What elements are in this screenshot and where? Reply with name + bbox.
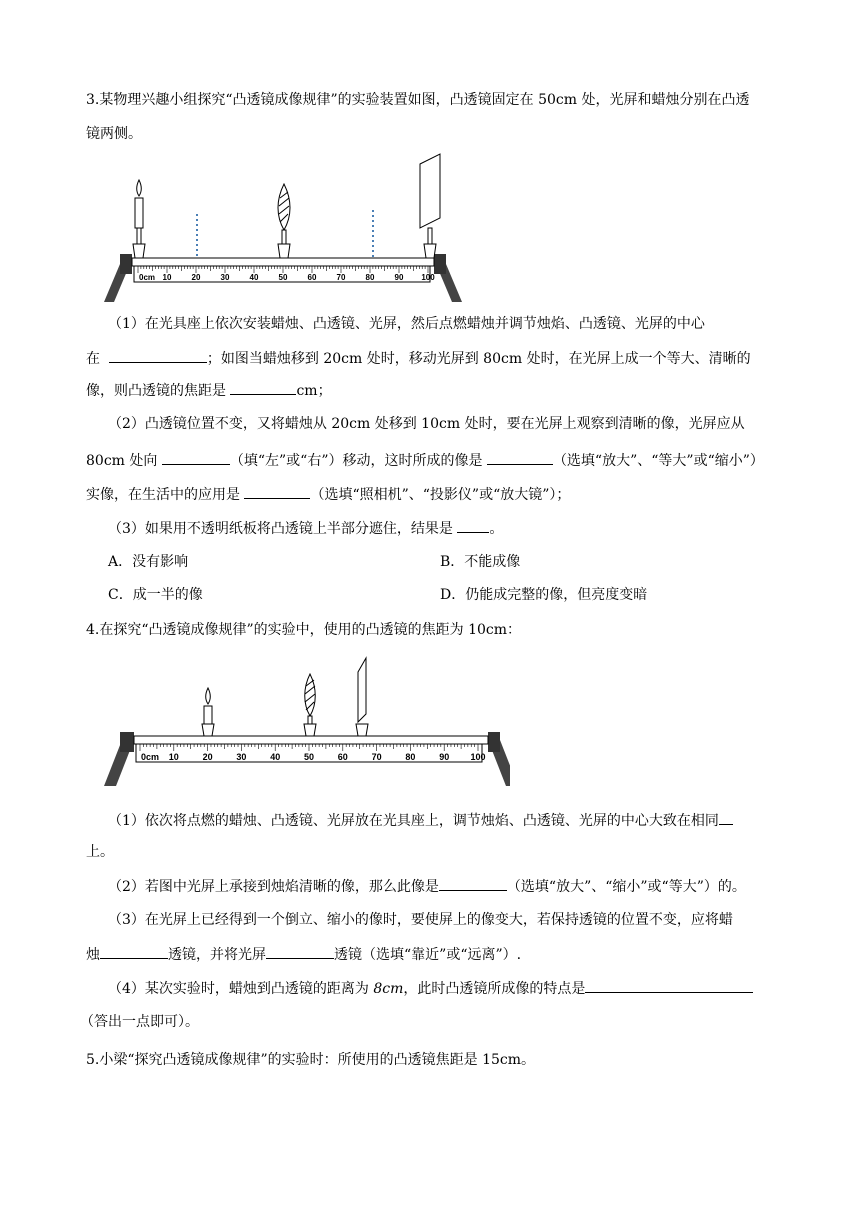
tick-label: 80 <box>405 752 416 762</box>
q3-part3-line1: （3）如果用不透明纸板将凸透镜上半部分遮住，结果是 。 <box>108 518 503 539</box>
q3-stem-line2: 镜两侧。 <box>86 126 142 142</box>
q3-option-c[interactable]: C．成一半的像 <box>108 587 203 603</box>
tick-label: 90 <box>439 752 450 762</box>
tick-label: 30 <box>220 273 230 282</box>
tick-label: 100 <box>470 752 486 762</box>
tick-label: 40 <box>249 273 259 282</box>
q3-part1-line3: 像，则凸透镜的焦距是 cm； <box>86 380 332 401</box>
tick-label: 90 <box>394 273 404 282</box>
tick-label: 50 <box>303 752 315 762</box>
q3-part2-line3: 实像，在生活中的应用是 （选填“照相机”、“投影仪”或“放大镜”）； <box>86 484 570 505</box>
q3-part1-line2: 在 ；如图当蜡烛移到 20cm 处时，移动光屏到 80cm 处时，在光屏上成一个等大、清晰的 <box>86 348 751 369</box>
q3-candle <box>133 180 145 258</box>
q4-stem: 4.在探究“凸透镜成像规律”的实验中，使用的凸透镜的焦距为 10cm： <box>86 622 522 638</box>
q4-part3-line2: 烛 透镜，并将光屏 透镜（选填“靠近”或“远离”）. <box>86 944 521 965</box>
q3-answer-blank-1[interactable] <box>109 348 207 363</box>
tick-label: 0cm <box>139 273 156 282</box>
tick-label: 0cm <box>141 752 160 762</box>
q3-light-screen <box>420 154 440 258</box>
q3-option-b[interactable]: B．不能成像 <box>440 554 521 570</box>
q4-optical-bench-figure <box>100 652 510 792</box>
tick-label: 70 <box>336 273 346 282</box>
tick-label: 80 <box>365 273 375 282</box>
tick-label: 100 <box>421 273 435 282</box>
q3-answer-blank-3[interactable] <box>162 450 230 465</box>
q3-option-d[interactable]: D．仍能成完整的像，但亮度变暗 <box>440 587 648 603</box>
tick-label: 10 <box>168 752 179 762</box>
q4-answer-blank-3[interactable] <box>100 944 168 959</box>
q4-light-screen <box>356 658 368 736</box>
q3-part2-line1: （2）凸透镜位置不变，又将蜡烛从 20cm 处移到 10cm 处时，要在光屏上观察到清晰的像，光屏应从 <box>108 416 745 432</box>
q4-answer-blank-1[interactable] <box>719 810 733 825</box>
q3-answer-blank-5[interactable] <box>244 484 310 499</box>
q3-answer-blank-4[interactable] <box>487 450 553 465</box>
q3-option-a[interactable]: A．没有影响 <box>108 554 189 570</box>
q4-part1-line1: （1）依次将点燃的蜡烛、凸透镜、光屏放在光具座上，调节烛焰、凸透镜、光屏的中心大致在相同 <box>108 810 733 831</box>
q4-part3-line1: （3）在光屏上已经得到一个倒立、缩小的像时，要使屏上的像变大，若保持透镜的位置不变，应将蜡 <box>108 912 733 928</box>
q3-answer-blank-2[interactable] <box>230 380 296 395</box>
q3-convex-lens <box>278 184 290 258</box>
q4-answer-blank-2[interactable] <box>439 876 507 891</box>
q4-candle <box>202 688 214 736</box>
q4-answer-blank-4[interactable] <box>266 944 334 959</box>
q3-part2-line2: 80cm 处向 （填“左”或“右”）移动，这时所成的像是 （选填“放大”、“等大”或“缩小”） <box>86 450 764 471</box>
q3-part1-line1: （1）在光具座上依次安装蜡烛、凸透镜、光屏，然后点燃蜡烛并调节烛焰、凸透镜、光屏的中心 <box>108 316 705 332</box>
q3-answer-blank-6[interactable] <box>457 518 489 533</box>
tick-label: 20 <box>202 752 213 762</box>
tick-label: 10 <box>162 273 172 282</box>
q4-part4-line2: （答出一点即可）。 <box>80 1014 199 1030</box>
tick-label: 30 <box>236 752 247 762</box>
q4-convex-lens <box>304 674 316 736</box>
q4-answer-blank-5[interactable] <box>585 978 753 993</box>
tick-label: 40 <box>270 752 281 762</box>
tick-label: 60 <box>337 752 348 762</box>
q4-part4-line1: （4）某次实验时，蜡烛到凸透镜的距离为 8cm，此时凸透镜所成像的特点是 <box>108 978 753 999</box>
q3-stem-line1: 3.某物理兴趣小组探究“凸透镜成像规律”的实验装置如图，凸透镜固定在 50cm 处，光屏和蜡烛分别在凸透 <box>86 92 750 108</box>
q5-stem: 5.小梁“探究凸透镜成像规律”的实验时：所使用的凸透镜焦距是 15cm。 <box>86 1052 536 1068</box>
tick-label: 50 <box>278 273 288 282</box>
tick-label: 20 <box>191 273 201 282</box>
q4-part1-line2: 上。 <box>86 844 114 860</box>
tick-label: 60 <box>307 273 317 282</box>
tick-label: 70 <box>371 752 382 762</box>
q3-optical-bench-figure <box>100 152 470 307</box>
q4-part2-line1: （2）若图中光屏上承接到烛焰清晰的像，那么此像是 （选填“放大”、“缩小”或“等大”）的。 <box>108 876 746 897</box>
